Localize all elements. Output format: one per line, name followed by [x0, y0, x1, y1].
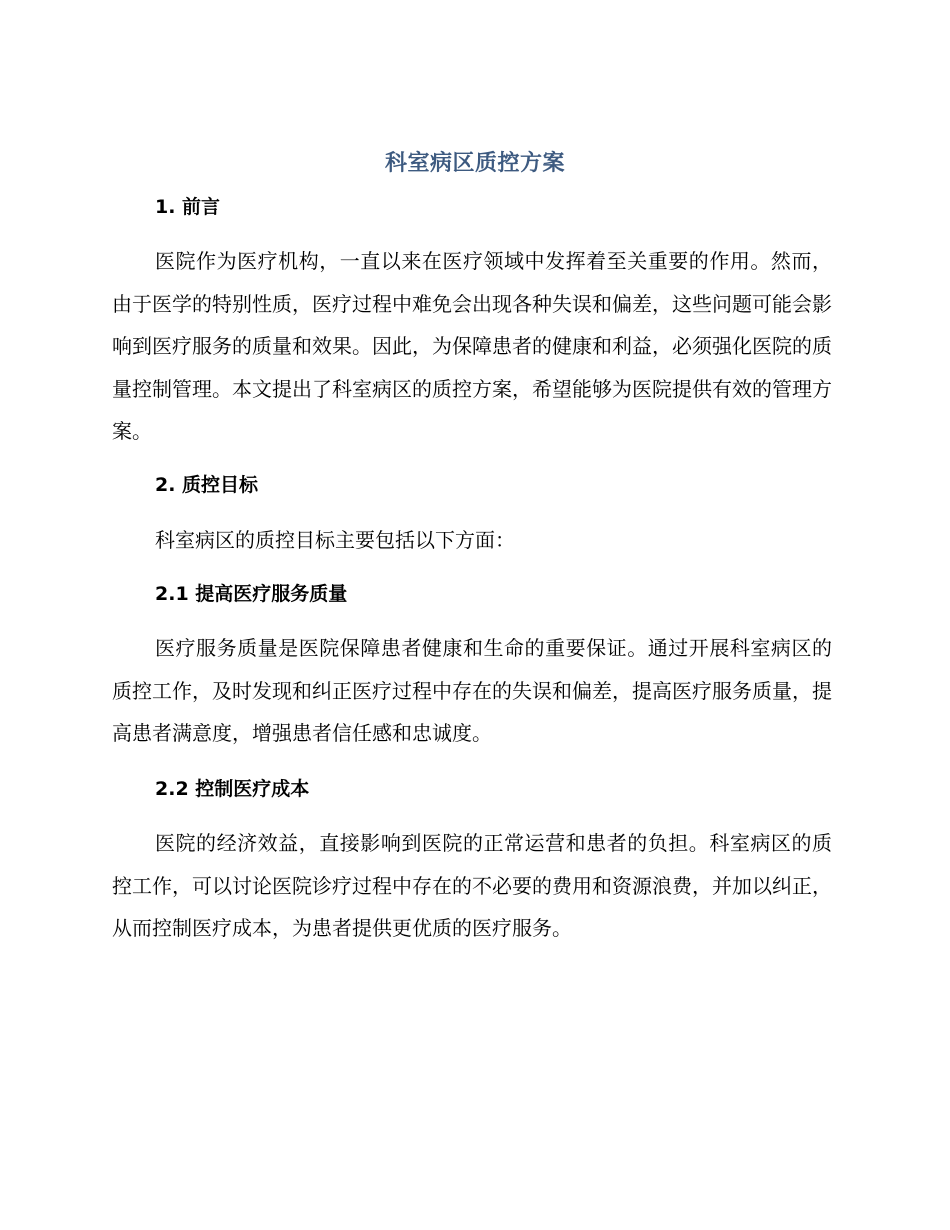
section-paragraph-cost-control: 医院的经济效益，直接影响到医院的正常运营和患者的负担。科室病区的质控工作，可以讨论医院诊疗过程中存在的不必要的费用和资源浪费，并加以纠正，从而控制医疗成本，为患者提供更优质的医疗服务。 — [112, 831, 832, 940]
section-paragraph-preface: 医院作为医疗机构，一直以来在医疗领域中发挥着至关重要的作用。然而，由于医学的特别性质，医疗过程中难免会出现各种失误和偏差，这些问题可能会影响到医疗服务的质量和效果。因此，为保障患者的健康和利益，必须强化医院的质量控制管理。本文提出了科室病区的质控方案，希望能够为医院提供有效的管理方案。 — [112, 249, 832, 443]
section-paragraph-service-quality: 医疗服务质量是医院保障患者健康和生命的重要保证。通过开展科室病区的质控工作，及时发现和纠正医疗过程中存在的失误和偏差，提高医疗服务质量，提高患者满意度，增强患者信任感和忠诚度。 — [112, 636, 832, 745]
section-heading-preface: 1. 前言 — [155, 196, 221, 218]
section-paragraph-goals: 科室病区的质控目标主要包括以下方面： — [155, 528, 515, 552]
section-heading-service-quality: 2.1 提高医疗服务质量 — [155, 583, 348, 605]
section-heading-cost-control: 2.2 控制医疗成本 — [155, 778, 310, 800]
document-title: 科室病区质控方案 — [384, 151, 565, 176]
section-heading-goals: 2. 质控目标 — [155, 474, 259, 496]
